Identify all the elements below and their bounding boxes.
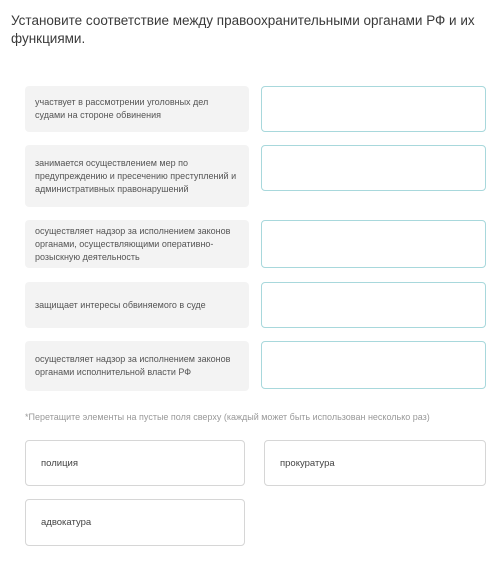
function-prompt: осуществляет надзор за исполнением законов органами исполнительной власти РФ	[25, 341, 249, 391]
drag-hint: *Перетащите элементы на пустые поля сверху (каждый может быть использован несколько раз)	[25, 412, 430, 422]
drop-zone[interactable]	[261, 282, 486, 328]
function-prompt: защищает интересы обвиняемого в суде	[25, 282, 249, 328]
drop-zone[interactable]	[261, 341, 486, 389]
function-prompt: осуществляет надзор за исполнением законов органами, осуществляющими оперативно-розыскную деятельность	[25, 220, 249, 268]
function-prompt: участвует в рассмотрении уголовных дел судами на стороне обвинения	[25, 86, 249, 132]
drop-zone[interactable]	[261, 220, 486, 268]
drop-zone[interactable]	[261, 145, 486, 191]
task-title: Установите соответствие между правоохранительными органами РФ и их функциями.	[11, 13, 475, 46]
drop-zone[interactable]	[261, 86, 486, 132]
option-police[interactable]: полиция	[25, 440, 245, 486]
option-prosecutor[interactable]: прокуратура	[264, 440, 486, 486]
function-prompt: занимается осуществлением мер по предупреждению и пресечению преступлений и административных правонарушений	[25, 145, 249, 207]
option-bar[interactable]: адвокатура	[25, 499, 245, 546]
